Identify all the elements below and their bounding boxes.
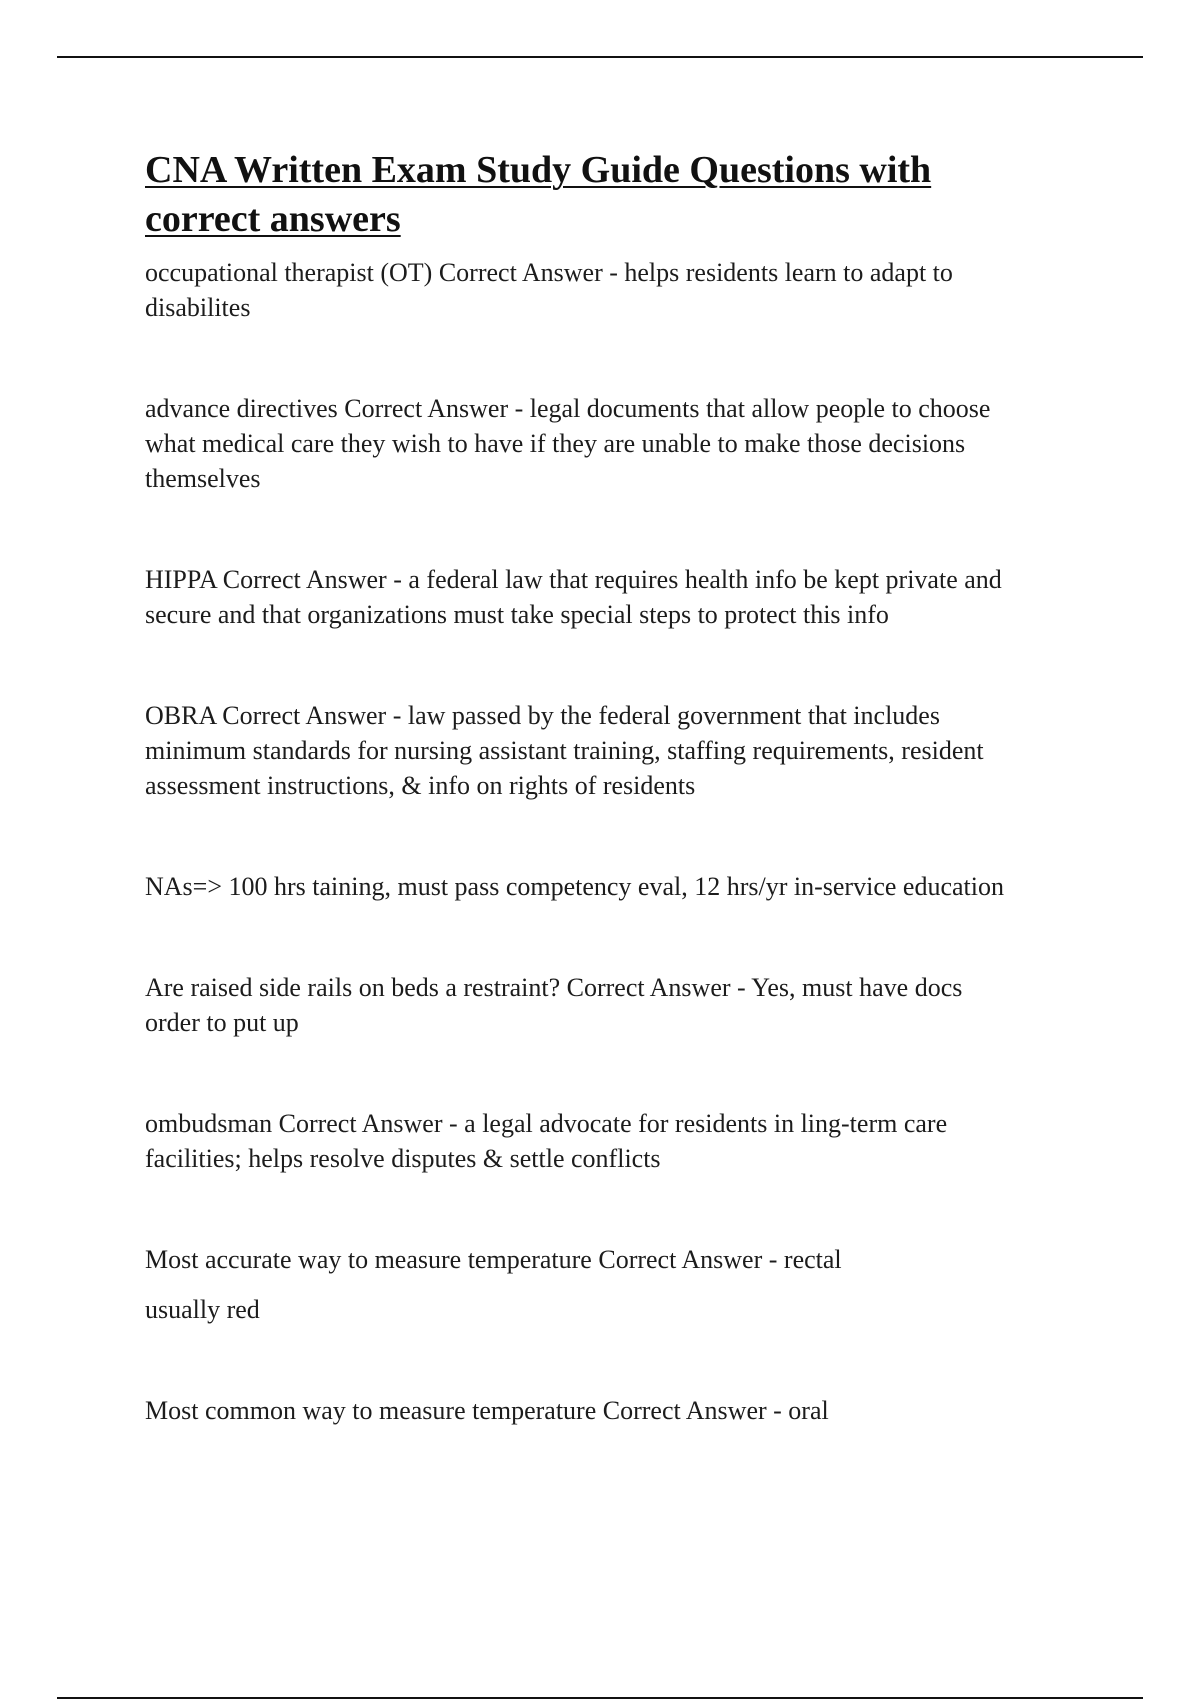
entry-text-line: Most accurate way to measure temperature Correct Answer - rectal [145,1245,842,1274]
qa-entry [145,869,1095,904]
qa-entry [145,391,1095,496]
entry-text-line: facilities; helps resolve disputes & settle conflicts [145,1144,661,1173]
entry-text-line: order to put up [145,1008,299,1037]
qa-entry [145,698,1095,803]
qa-entry [145,1242,1095,1277]
entry-text-line: Most common way to measure temperature Correct Answer - oral [145,1396,829,1425]
entry-text-line: assessment instructions, & info on rights of residents [145,771,696,800]
entry-text-line: OBRA Correct Answer - law passed by the federal government that includes [145,701,940,730]
page-content [145,146,1095,1494]
document-title-line: correct answers [145,198,401,240]
qa-entry [145,562,1095,632]
entry-text-line: disabilites [145,293,251,322]
entry-text-line: NAs=> 100 hrs taining, must pass competency eval, 12 hrs/yr in-service education [145,872,1004,901]
entry-text-line: occupational therapist (OT) Correct Answer - helps residents learn to adapt to [145,258,953,287]
qa-entry [145,255,1095,325]
entry-text-line: secure and that organizations must take special steps to protect this info [145,600,889,629]
entry-text-line: what medical care they wish to have if they are unable to make those decisions [145,429,966,458]
qa-list [145,255,1095,1428]
footer-rule [57,1697,1143,1699]
entry-text-line: usually red [145,1295,260,1324]
entry-text-line: HIPPA Correct Answer - a federal law that requires health info be kept private and [145,565,1002,594]
header-rule [57,56,1143,58]
entry-text-line: themselves [145,464,261,493]
entry-text-line: advance directives Correct Answer - legal documents that allow people to choose [145,394,991,423]
qa-entry [145,970,1095,1040]
qa-entry [145,1292,1095,1327]
document-title [145,146,1045,244]
qa-entry [145,1393,1095,1428]
qa-entry [145,1106,1095,1176]
entry-text-line: Are raised side rails on beds a restraint? Correct Answer - Yes, must have docs [145,973,963,1002]
document-title-line: CNA Written Exam Study Guide Questions with [145,149,932,191]
entry-text-line: ombudsman Correct Answer - a legal advocate for residents in ling-term care [145,1109,948,1138]
entry-text-line: minimum standards for nursing assistant training, staffing requirements, resident [145,736,984,765]
